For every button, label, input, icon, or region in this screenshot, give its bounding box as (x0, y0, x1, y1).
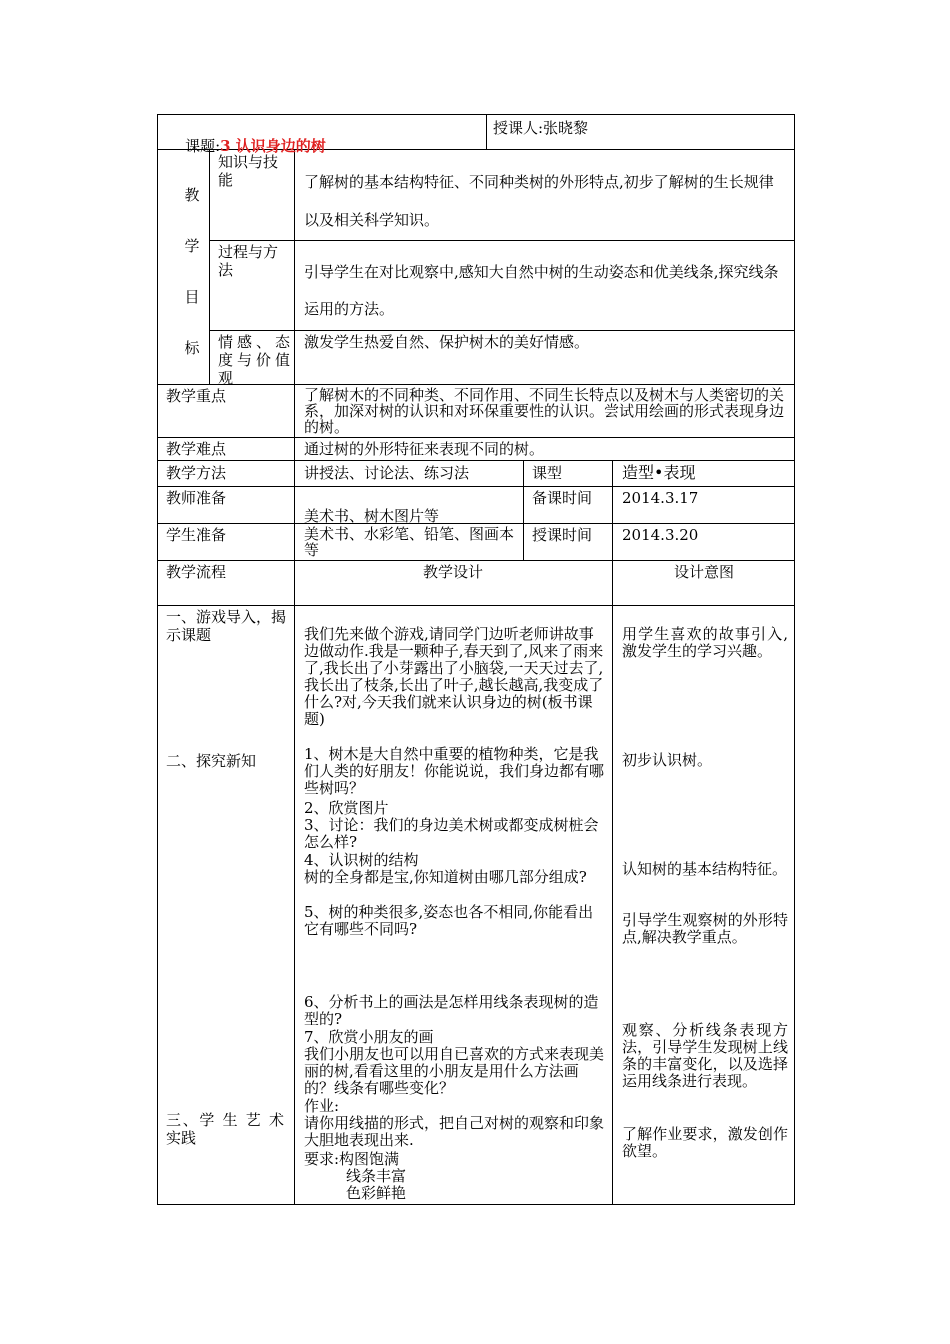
table-rule (612, 460, 613, 1205)
design-step-2: 2、欣赏图片 (304, 799, 389, 817)
class-time-label: 授课时间 (532, 526, 593, 544)
topic-prefix: 课题: (185, 137, 221, 155)
table-rule (209, 149, 210, 384)
student-prep-content: 美术书、水彩笔、铅笔、图画本等 (304, 525, 515, 559)
design-step-3: 3、讨论：我们的身边美术树或都变成树桩会怎么样? (304, 816, 599, 851)
flow-header-intent: 设计意图 (673, 563, 734, 581)
flow-stage-practice: 三、学 生 艺 术实践 (166, 1111, 284, 1147)
flow-header-stage: 教学流程 (166, 563, 227, 581)
table-rule (209, 330, 795, 331)
method-content: 讲授法、讨论法、练习法 (304, 464, 470, 482)
goal-emotion-label: 情感、态度与价值观 (218, 333, 290, 387)
prep-time-label: 备课时间 (532, 489, 593, 507)
table-rule (294, 149, 295, 1205)
design-step-5: 5、树的种类很多,姿态也各不相同,你能看出它有哪些不同吗? (304, 903, 594, 938)
table-rule (157, 460, 795, 461)
table-rule (523, 460, 524, 560)
goals-label-char: 标 (184, 339, 200, 357)
goal-process-label: 过程与方法 (218, 243, 279, 279)
intent-structure: 认知树的基本结构特征。 (622, 860, 788, 878)
intent-lines: 观察、分析线条表现方法，引导学生发现树上线条的丰富变化，以及选择运用线条进行表现。 (622, 1021, 788, 1090)
method-label: 教学方法 (166, 464, 227, 482)
difficulty-content: 通过树的外形特征来表现不同的树。 (304, 440, 545, 458)
goal-knowledge-label: 知识与技能 (218, 153, 279, 189)
design-requirement-2: 线条丰富 (346, 1167, 407, 1185)
table-rule (157, 605, 795, 606)
flow-header-design: 教学设计 (422, 563, 483, 581)
design-homework-label: 作业: (304, 1097, 340, 1115)
goal-process-content: 引导学生在对比观察中,感知大自然中树的生动姿态和优美线条,探究线条运用的方法。 (304, 263, 779, 318)
goals-label-char: 目 (184, 288, 200, 306)
goal-knowledge-content: 了解树的基本结构特征、不同种类树的外形特点,初步了解树的生长规律以及相关科学知识。 (304, 173, 774, 229)
table-rule (486, 114, 487, 149)
design-requirement-3: 色彩鲜艳 (346, 1184, 407, 1202)
design-step-7-detail: 我们小朋友也可以用自已喜欢的方式来表现美丽的树,看看这里的小朋友是用什么方法画的？线条有哪些变化？ (304, 1045, 605, 1097)
lesson-type-label: 课型 (532, 464, 563, 482)
design-requirement-1: 要求:构图饱满 (304, 1150, 400, 1168)
lesson-type-value: 造型•表现 (622, 463, 696, 482)
teacher-prep-content: 美术书、树木图片等 (304, 507, 440, 525)
goal-emotion-content: 激发学生热爱自然、保护树木的美好情感。 (304, 333, 590, 351)
goals-label-char: 学 (184, 237, 200, 255)
intent-explore: 初步认识树。 (622, 751, 713, 769)
topic-title: 3 认识身边的树 (220, 137, 326, 155)
teacher-name: 授课人:张晓黎 (493, 119, 589, 137)
table-rule (157, 486, 795, 487)
student-prep-label: 学生准备 (166, 526, 227, 544)
prep-time-value: 2014.3.17 (622, 489, 699, 507)
design-intro-story: 我们先来做个游戏,请同学门边听老师讲故事边做动作.我是一颗种子,春天到了,风来了雨来了,我长出了小芽露出了小脑袋,一天天过去了,我长出了枝条,长出了叶子,越长越高,我变成了什么?对,今天我们就来认识身边的树(板书课题) (304, 625, 604, 728)
design-step-6: 6、分析书上的画法是怎样用线条表现树的造型的? (304, 993, 599, 1028)
key-point-label: 教学重点 (166, 387, 227, 405)
goals-label-char: 教 (184, 186, 200, 204)
intent-homework: 了解作业要求，激发创作欲望。 (622, 1125, 788, 1160)
teacher-prep-label: 教师准备 (166, 489, 227, 507)
design-step-4: 4、认识树的结构 (304, 851, 419, 869)
key-point-content: 了解树木的不同种类、不同作用、不同生长特点以及树木与人类密切的关系，加深对树的认识和对环保重要性的认识。尝试用绘画的形式表现身边的树。 (304, 386, 785, 436)
class-time-value: 2014.3.20 (622, 526, 699, 544)
table-rule (209, 240, 795, 241)
design-step-7: 7、欣赏小朋友的画 (304, 1028, 434, 1046)
difficulty-label: 教学难点 (166, 440, 227, 458)
flow-stage-explore: 二、探究新知 (166, 752, 257, 770)
table-rule (157, 437, 795, 438)
design-step-1: 1、树木是大自然中重要的植物种类，它是我们人类的好朋友！你能说说，我们身边都有哪些树吗？ (304, 745, 605, 797)
design-homework-task: 请你用线描的形式，把自己对树的观察和印象大胆地表现出来. (304, 1114, 605, 1149)
goals-label (183, 153, 201, 391)
table-rule (157, 560, 795, 561)
intent-intro: 用学生喜欢的故事引入,激发学生的学习兴趣。 (622, 625, 788, 660)
intent-shape: 引导学生观察树的外形特点,解决教学重点。 (622, 911, 788, 946)
design-step-4-question: 树的全身都是宝,你知道树由哪几部分组成? (304, 868, 587, 886)
flow-stage-intro: 一、游戏导入，揭示课题 (166, 608, 287, 644)
